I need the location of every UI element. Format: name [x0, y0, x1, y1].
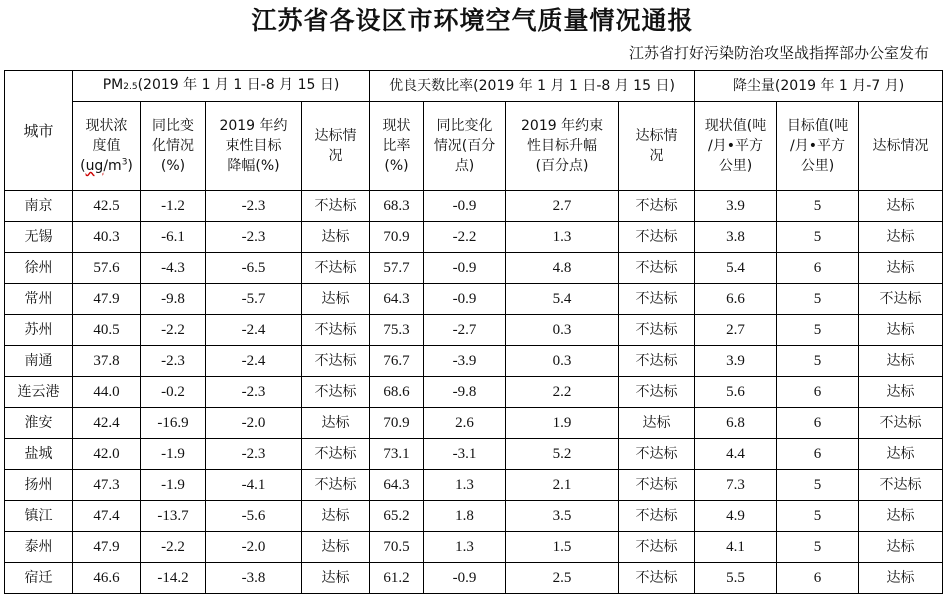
- dust-current-cell: 3.8: [695, 222, 777, 253]
- dust-status-cell: 达标: [859, 346, 943, 377]
- pm25-status-cell: 达标: [302, 408, 370, 439]
- pm25-status-header: [302, 102, 370, 191]
- pm25-target-cell: -2.4: [206, 346, 302, 377]
- dust-status-cell: 达标: [859, 532, 943, 563]
- header-line: 情况(百分: [433, 138, 496, 154]
- dust-target-cell: 5: [777, 191, 859, 222]
- dust-status-cell: 不达标: [859, 408, 943, 439]
- pm25-current-cell: 46.6: [73, 563, 141, 594]
- pm25-status-cell: 达标: [302, 222, 370, 253]
- table-row: [5, 470, 943, 501]
- city-cell: 宿迁: [5, 563, 73, 594]
- aqi-current-cell: 70.9: [370, 408, 424, 439]
- aqi-yoy-cell: -2.2: [424, 222, 506, 253]
- pm25-yoy-cell: -4.3: [141, 253, 206, 284]
- pm25-current-cell: 47.9: [73, 284, 141, 315]
- header-line: 同比变: [152, 118, 194, 134]
- header-line: 性目标升幅: [527, 138, 598, 154]
- city-cell: 盐城: [5, 439, 73, 470]
- pm25-yoy-cell: -16.9: [141, 408, 206, 439]
- pm25-yoy-cell: -1.2: [141, 191, 206, 222]
- aqi-current-cell: 75.3: [370, 315, 424, 346]
- dust-status-cell: 不达标: [859, 284, 943, 315]
- table-row: [5, 222, 943, 253]
- dust-current-cell: 4.9: [695, 501, 777, 532]
- aqi-status-cell: 不达标: [619, 191, 695, 222]
- city-cell: 泰州: [5, 532, 73, 563]
- group-header-row: [5, 71, 943, 102]
- header-line: 现状: [382, 118, 411, 134]
- aqi-yoy-cell: -0.9: [424, 563, 506, 594]
- aqi-target-cell: 1.5: [506, 532, 619, 563]
- unit-part: (: [80, 158, 86, 174]
- pm25-current-header: [73, 102, 141, 191]
- pm25-target-cell: -2.4: [206, 315, 302, 346]
- table-row: [5, 346, 943, 377]
- pm25-yoy-cell: -2.2: [141, 532, 206, 563]
- header-line: 2019 年约: [219, 118, 288, 134]
- aqi-target-cell: 4.8: [506, 253, 619, 284]
- dust-status-cell: 达标: [859, 191, 943, 222]
- pm25-yoy-cell: -1.9: [141, 470, 206, 501]
- dust-current-header: [695, 102, 777, 191]
- table-row: [5, 191, 943, 222]
- pm25-current-cell: 47.4: [73, 501, 141, 532]
- aqi-status-cell: 不达标: [619, 346, 695, 377]
- aqi-yoy-cell: 2.6: [424, 408, 506, 439]
- pm25-current-cell: 40.3: [73, 222, 141, 253]
- pm25-yoy-cell: -14.2: [141, 563, 206, 594]
- header-line: 况: [649, 148, 664, 164]
- aqi-current-cell: 76.7: [370, 346, 424, 377]
- dust-status-cell: 达标: [859, 253, 943, 284]
- dust-status-cell: 达标: [859, 501, 943, 532]
- aqi-current-cell: 64.3: [370, 470, 424, 501]
- header-line: 况: [328, 148, 343, 164]
- aqi-current-cell: 65.2: [370, 501, 424, 532]
- header-line: 公里): [718, 158, 753, 174]
- header-line: (%): [160, 158, 186, 174]
- aqi-status-cell: 不达标: [619, 284, 695, 315]
- unit-superscript: 3: [121, 157, 128, 168]
- pm25-status-cell: 达标: [302, 284, 370, 315]
- aqi-group-header: 优良天数比率(2019 年 1 月 1 日-8 月 15 日): [370, 71, 695, 102]
- city-cell: 南京: [5, 191, 73, 222]
- dust-target-cell: 5: [777, 470, 859, 501]
- dust-current-cell: 4.1: [695, 532, 777, 563]
- dust-status-header: [859, 102, 943, 191]
- dust-current-cell: 4.4: [695, 439, 777, 470]
- table-row: [5, 563, 943, 594]
- dust-status-cell: 不达标: [859, 470, 943, 501]
- pm25-status-cell: 达标: [302, 501, 370, 532]
- header-line: (%): [384, 158, 409, 174]
- pm25-yoy-cell: -1.9: [141, 439, 206, 470]
- header-line: 现状值(吨: [704, 118, 767, 134]
- city-column-header: 城市: [5, 71, 73, 191]
- pm25-period: (2019 年 1 月 1 日-8 月 15 日): [137, 77, 340, 93]
- aqi-current-cell: 70.9: [370, 222, 424, 253]
- dust-target-cell: 5: [777, 346, 859, 377]
- dust-target-cell: 6: [777, 563, 859, 594]
- aqi-current-cell: 68.3: [370, 191, 424, 222]
- aqi-target-cell: 2.5: [506, 563, 619, 594]
- aqi-yoy-cell: -3.9: [424, 346, 506, 377]
- dust-current-cell: 5.4: [695, 253, 777, 284]
- pm25-current-cell: 42.5: [73, 191, 141, 222]
- pm25-yoy-cell: -2.2: [141, 315, 206, 346]
- aqi-current-cell: 70.5: [370, 532, 424, 563]
- aqi-status-cell: 不达标: [619, 532, 695, 563]
- pm25-yoy-cell: -2.3: [141, 346, 206, 377]
- dust-target-cell: 6: [777, 408, 859, 439]
- dust-target-cell: 6: [777, 377, 859, 408]
- table-row: [5, 284, 943, 315]
- dust-target-header: [777, 102, 859, 191]
- header-line: 目标值(吨: [786, 118, 849, 134]
- header-line: 化情况: [152, 138, 194, 154]
- aqi-status-cell: 不达标: [619, 563, 695, 594]
- pm25-target-cell: -2.3: [206, 191, 302, 222]
- aqi-yoy-cell: -0.9: [424, 191, 506, 222]
- aqi-yoy-cell: -2.7: [424, 315, 506, 346]
- pm25-status-cell: 不达标: [302, 315, 370, 346]
- pm25-yoy-cell: -9.8: [141, 284, 206, 315]
- dust-status-cell: 达标: [859, 563, 943, 594]
- report-title: 江苏省各设区市环境空气质量情况通报: [251, 6, 694, 35]
- aqi-yoy-cell: 1.3: [424, 470, 506, 501]
- dust-status-cell: 达标: [859, 315, 943, 346]
- table-row: [5, 408, 943, 439]
- pm25-status-cell: 不达标: [302, 470, 370, 501]
- dust-target-cell: 6: [777, 253, 859, 284]
- pm25-target-cell: -3.8: [206, 563, 302, 594]
- unit-part: ): [127, 158, 133, 174]
- dust-current-cell: 5.5: [695, 563, 777, 594]
- header-line: /月•平方: [708, 138, 764, 154]
- header-line: 达标情: [314, 128, 357, 144]
- table-row: [5, 439, 943, 470]
- pm25-prefix: PM: [102, 77, 124, 93]
- dust-current-cell: 3.9: [695, 191, 777, 222]
- unit-part: ug: [85, 158, 104, 174]
- pm25-status-cell: 达标: [302, 532, 370, 563]
- dust-current-cell: 5.6: [695, 377, 777, 408]
- pm25-yoy-cell: -6.1: [141, 222, 206, 253]
- city-cell: 连云港: [5, 377, 73, 408]
- aqi-current-cell: 64.3: [370, 284, 424, 315]
- header-line: (百分点): [535, 158, 589, 174]
- dust-target-cell: 5: [777, 532, 859, 563]
- table-row: [5, 501, 943, 532]
- dust-current-cell: 3.9: [695, 346, 777, 377]
- dust-current-cell: 7.3: [695, 470, 777, 501]
- pm25-subscript: 2.5: [123, 82, 138, 92]
- pm25-current-cell: 44.0: [73, 377, 141, 408]
- pm25-status-cell: 不达标: [302, 439, 370, 470]
- aqi-target-cell: 1.3: [506, 222, 619, 253]
- aqi-yoy-cell: -0.9: [424, 253, 506, 284]
- pm25-target-cell: -4.1: [206, 470, 302, 501]
- aqi-target-cell: 1.9: [506, 408, 619, 439]
- aqi-target-cell: 0.3: [506, 315, 619, 346]
- publisher-line: 江苏省打好污染防治攻坚战指挥部办公室发布: [628, 44, 929, 62]
- header-line: 度值: [92, 138, 121, 154]
- pm25-yoy-header: [141, 102, 206, 191]
- aqi-status-cell: 不达标: [619, 470, 695, 501]
- aqi-target-cell: 5.2: [506, 439, 619, 470]
- pm25-target-cell: -2.3: [206, 439, 302, 470]
- aqi-current-cell: 68.6: [370, 377, 424, 408]
- aqi-target-cell: 3.5: [506, 501, 619, 532]
- table-row: [5, 315, 943, 346]
- header-line: 公里): [800, 158, 835, 174]
- aqi-status-cell: 不达标: [619, 439, 695, 470]
- dust-target-cell: 5: [777, 222, 859, 253]
- pm25-current-cell: 40.5: [73, 315, 141, 346]
- pm25-target-cell: -5.7: [206, 284, 302, 315]
- aqi-yoy-cell: 1.8: [424, 501, 506, 532]
- aqi-target-cell: 2.2: [506, 377, 619, 408]
- aqi-current-cell: 73.1: [370, 439, 424, 470]
- city-cell: 常州: [5, 284, 73, 315]
- pm25-target-cell: -5.6: [206, 501, 302, 532]
- dust-current-cell: 6.6: [695, 284, 777, 315]
- city-cell: 苏州: [5, 315, 73, 346]
- pm25-current-cell: 57.6: [73, 253, 141, 284]
- dust-target-cell: 6: [777, 439, 859, 470]
- city-cell: 镇江: [5, 501, 73, 532]
- city-cell: 扬州: [5, 470, 73, 501]
- aqi-status-cell: 不达标: [619, 315, 695, 346]
- dust-current-cell: 2.7: [695, 315, 777, 346]
- pm25-status-cell: 不达标: [302, 253, 370, 284]
- aqi-status-cell: 不达标: [619, 222, 695, 253]
- dust-target-cell: 5: [777, 501, 859, 532]
- aqi-current-cell: 61.2: [370, 563, 424, 594]
- city-cell: 南通: [5, 346, 73, 377]
- pm25-target-header: [206, 102, 302, 191]
- table-row: [5, 377, 943, 408]
- dust-status-cell: 达标: [859, 377, 943, 408]
- dust-current-cell: 6.8: [695, 408, 777, 439]
- aqi-target-cell: 5.4: [506, 284, 619, 315]
- aqi-status-cell: 不达标: [619, 501, 695, 532]
- header-line: 现状浓: [85, 118, 128, 134]
- header-line: 束性目标: [225, 138, 282, 154]
- city-cell: 无锡: [5, 222, 73, 253]
- aqi-yoy-cell: -0.9: [424, 284, 506, 315]
- dust-group-header: 降尘量(2019 年 1 月-7 月): [695, 71, 943, 102]
- pm25-current-cell: 47.9: [73, 532, 141, 563]
- header-line: 比率: [382, 138, 411, 154]
- header-line: 同比变化: [436, 118, 493, 134]
- pm25-target-cell: -2.3: [206, 377, 302, 408]
- pm25-target-cell: -6.5: [206, 253, 302, 284]
- dust-status-cell: 达标: [859, 222, 943, 253]
- header-line: /月•平方: [790, 138, 846, 154]
- pm25-target-cell: -2.0: [206, 532, 302, 563]
- aqi-status-cell: 不达标: [619, 377, 695, 408]
- unit-part: /m: [103, 158, 122, 174]
- aqi-yoy-cell: 1.3: [424, 532, 506, 563]
- aqi-target-cell: 0.3: [506, 346, 619, 377]
- pm25-status-cell: 达标: [302, 563, 370, 594]
- dust-target-cell: 5: [777, 284, 859, 315]
- aqi-target-cell: 2.7: [506, 191, 619, 222]
- aqi-current-cell: 57.7: [370, 253, 424, 284]
- aqi-status-header: [619, 102, 695, 191]
- dust-target-cell: 5: [777, 315, 859, 346]
- aqi-status-cell: 达标: [619, 408, 695, 439]
- pm25-unit: [73, 156, 140, 176]
- pm25-current-cell: 37.8: [73, 346, 141, 377]
- aqi-status-cell: 不达标: [619, 253, 695, 284]
- table-body: [5, 191, 943, 594]
- header-line: 降幅(%): [227, 158, 280, 174]
- aqi-yoy-cell: -3.1: [424, 439, 506, 470]
- pm25-group-header: [73, 71, 370, 102]
- pm25-current-cell: 42.4: [73, 408, 141, 439]
- air-quality-table: [4, 70, 943, 594]
- pm25-target-cell: -2.3: [206, 222, 302, 253]
- aqi-target-cell: 2.1: [506, 470, 619, 501]
- pm25-target-cell: -2.0: [206, 408, 302, 439]
- table-row: [5, 253, 943, 284]
- pm25-current-cell: 47.3: [73, 470, 141, 501]
- city-cell: 淮安: [5, 408, 73, 439]
- sub-header-row: [5, 102, 943, 191]
- aqi-target-header: [506, 102, 619, 191]
- aqi-current-header: [370, 102, 424, 191]
- pm25-status-cell: 不达标: [302, 346, 370, 377]
- header-line: 点): [454, 158, 475, 174]
- pm25-status-cell: 不达标: [302, 377, 370, 408]
- table-row: [5, 532, 943, 563]
- pm25-status-cell: 不达标: [302, 191, 370, 222]
- header-line: 2019 年约束: [521, 118, 604, 134]
- aqi-yoy-header: [424, 102, 506, 191]
- pm25-yoy-cell: -0.2: [141, 377, 206, 408]
- pm25-current-cell: 42.0: [73, 439, 141, 470]
- aqi-yoy-cell: -9.8: [424, 377, 506, 408]
- header-line: 达标情况: [872, 138, 929, 154]
- header-line: 达标情: [635, 128, 678, 144]
- dust-status-cell: 达标: [859, 439, 943, 470]
- pm25-yoy-cell: -13.7: [141, 501, 206, 532]
- city-cell: 徐州: [5, 253, 73, 284]
